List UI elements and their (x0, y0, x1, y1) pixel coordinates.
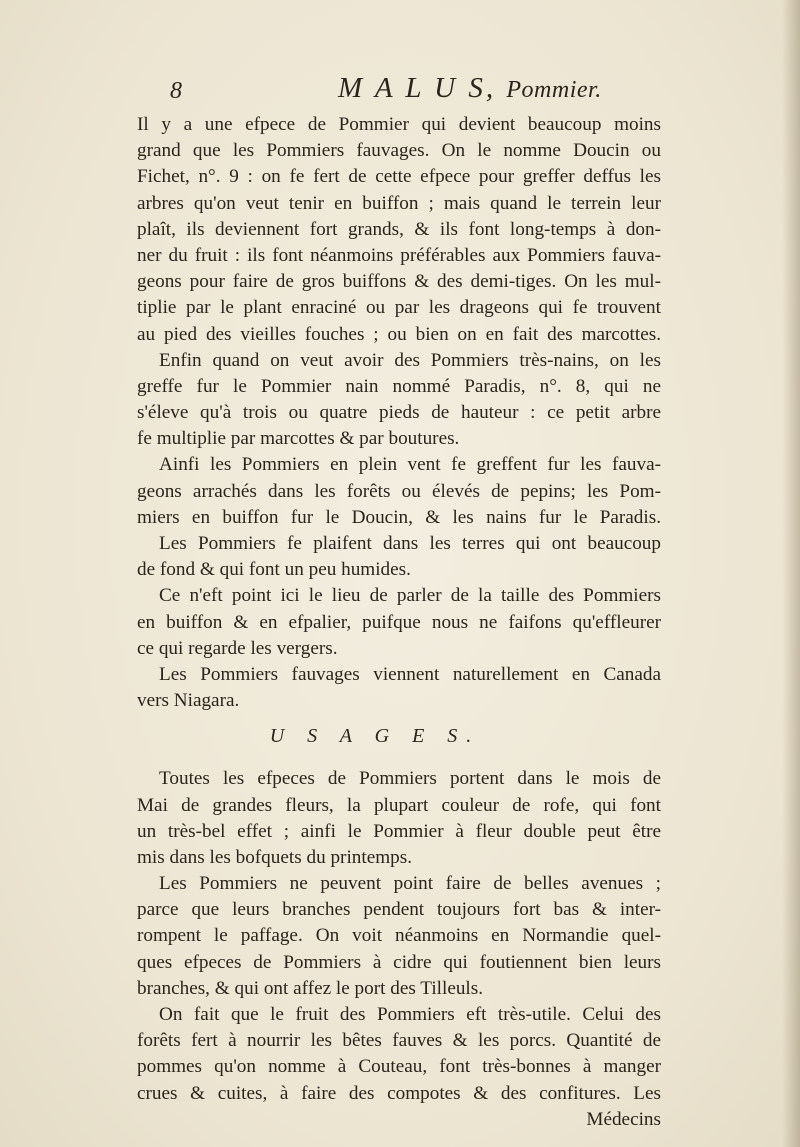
text-line: crues & cuites, à faire des compotes & des confitures. Les (137, 1082, 661, 1104)
catchword: Médecins (586, 1108, 661, 1130)
text-line: Les Pommiers fauvages viennent naturellement en Canada (159, 663, 661, 685)
text-line: ner du fruit : ils font néanmoins préférables aux Pommiers fauva- (137, 244, 661, 266)
text-line: ce qui regarde les vergers. (137, 637, 338, 659)
page-number: 8 (170, 78, 182, 104)
text-line: plaît, ils deviennent fort grands, & ils font long-temps à don- (137, 218, 661, 240)
text-line: Il y a une efpece de Pommier qui devient beaucoup moins (137, 114, 661, 135)
text-line: greffe fur le Pommier nain nommé Paradis, n°. 8, qui ne (137, 375, 661, 397)
text-line: vers Niagara. (137, 690, 240, 712)
text-line: Ainfi les Pommiers en plein vent fe greffent fur les fauva- (159, 454, 661, 476)
text-line: de fond & qui font un peu humides. (137, 559, 411, 581)
text-line: fe multiplie par marcottes & par boutures. (137, 428, 460, 450)
text-line: forêts fert à nourrir les bêtes fauves & les porcs. Quantité de (137, 1030, 661, 1052)
text-line: arbres qu'on veut tenir en buiffon ; mais quand le terrein leur (137, 192, 661, 214)
text-line: On fait que le fruit des Pommiers eft très-utile. Celui des (159, 1004, 661, 1025)
text-line: geons arrachés dans les forêts ou élevés de pepins; les Pom- (137, 480, 661, 502)
running-head-main: M A L U S, (338, 72, 497, 104)
text-line: parce que leurs branches pendent toujours fort bas & inter- (137, 899, 661, 921)
text-line: pommes qu'on nomme à Couteau, font très-bonnes à manger (137, 1056, 661, 1078)
text-line: mis dans les bofquets du printemps. (137, 846, 412, 868)
text-line: au pied des vieilles fouches ; ou bien on en fait des marcottes. (137, 323, 661, 345)
text-line: geons pour faire de gros buiffons & des demi-tiges. On les mul- (137, 271, 661, 293)
paragraph-block-2 (137, 766, 661, 1106)
text-line: Mai de grandes fleurs, la plupart couleur de rofe, qui font (137, 794, 661, 816)
text-line: grand que les Pommiers fauvages. On le nomme Doucin ou (137, 140, 661, 162)
text-line: Fichet, n°. 9 : on fe fert de cette efpece pour greffer deffus les (137, 166, 661, 188)
running-head-sub: Pommier. (506, 77, 602, 103)
text-line: tiplie par le plant enraciné ou par les drageons qui fe trouvent (137, 297, 661, 319)
text-line: Les Pommiers ne peuvent point faire de belles avenues ; (159, 873, 661, 895)
section-title: U S A G E S. (269, 725, 481, 748)
page-header (0, 72, 800, 112)
text-line: miers en buiffon fur le Doucin, & les nains fur le Paradis. (137, 506, 661, 528)
text-line: Enfin quand on veut avoir des Pommiers très-nains, on les (159, 349, 661, 371)
text-line: Toutes les efpeces de Pommiers portent dans le mois de (159, 768, 661, 790)
text-line: branches, & qui ont affez le port des Tilleuls. (137, 977, 484, 999)
text-line: s'éleve qu'à trois ou quatre pieds de hauteur : ce petit arbre (137, 402, 661, 424)
text-line: Les Pommiers fe plaifent dans les terres qui ont beaucoup (159, 533, 661, 554)
text-line: en buiffon & en efpalier, puifque nous ne faifons qu'effleurer (137, 611, 661, 633)
page-edge-shadow (782, 0, 800, 1147)
text-line: rompent le paffage. On voit néanmoins en Normandie quel- (137, 925, 661, 947)
paragraph-block-1 (137, 112, 661, 714)
text-line: un très-bel effet ; ainfi le Pommier à fleur double peut être (137, 820, 661, 842)
running-head (338, 72, 602, 105)
page-body (137, 112, 661, 1133)
text-line: Ce n'eft point ici le lieu de parler de la taille des Pommiers (159, 585, 661, 607)
text-line: ques efpeces de Pommiers à cidre qui foutiennent bien leurs (137, 951, 661, 973)
